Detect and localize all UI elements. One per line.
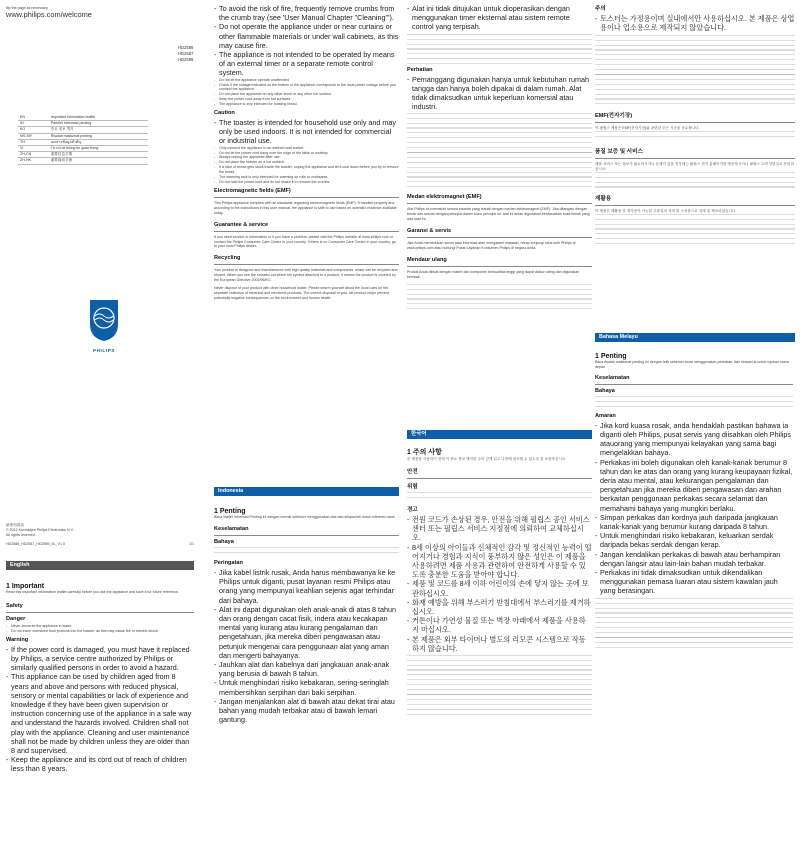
- section-heading: 1 Penting: [595, 353, 627, 360]
- column-english-continued: [214, 0, 399, 725]
- list-item: - Alat ini dapat digunakan oleh anak-anak di atas 8 tahun dan orang dengan cacat fisik, indera atau kecakapan mental yang kurang atau kurang pengalaman dan pengetahuan, jika mereka diberi pengawasan atau petunjuk mengenai cara penggunaan alat yang aman dan mengerti bahayanya.: [214, 605, 399, 660]
- language-code: IN: [18, 121, 49, 127]
- paragraph: Your product is designed and manufactured with high quality materials and components, which can be recycled and reused. When you see the crossed-out wheel bin symbol attached to a product, it means the product is covered by the European Directive 2002/96/EC.: [214, 268, 398, 283]
- footer-code: HD2586_HD2587_HD2589_IIL_V1.0: [6, 541, 65, 546]
- intro-text: Baca leaflet Informasi Penting ini dengan cermat sebelum menggunakan alat dan simpanlah untuk referensi nanti.: [214, 515, 396, 519]
- language-row: [18, 158, 148, 164]
- list-item: - This appliance can be used by children aged from 8 years and above and persons with reduced physical, sensory or mental capabilities or lack of experience and knowledge if they have been given supervision or instruction concerning use of the appliance in a safe way and understand the hazards involved. Children shall not play with the appliance. Cleaning and user maintenance shall not be made by children unless they are older than 8 and supervised.: [6, 672, 194, 755]
- model-number: HD2587: [178, 51, 194, 56]
- column-english-cover: [6, 0, 194, 774]
- intro-text: Read this important information leaflet carefully before you use the appliance and save it for future reference.: [6, 590, 179, 594]
- text-block-lines: [407, 113, 592, 188]
- paragraph: 제품 서비스 또는 정보가 필요하시거나 문제가 있을 경우에는 필립스 전자 홈페이지를 방문하시거나 필립스 고객 상담실로 문의하십시오.: [595, 162, 794, 172]
- language-band-indonesia: Indonesia: [214, 487, 399, 496]
- language-band-korean: 한국어: [407, 430, 592, 439]
- section-heading: 1 주의 사항: [407, 449, 442, 456]
- paragraph: If you need service or information or if you have a problem, please visit the Philips website at www.philips.com or contact the Philips Consumer Care Centre in your country. If there is no Consumer Care Centre in your country, go to your local Philips dealer.: [214, 234, 396, 249]
- divider: [595, 205, 795, 206]
- language-title: 重要資訊手冊: [49, 158, 148, 164]
- text-block-lines: [595, 598, 793, 648]
- divider: [214, 231, 399, 232]
- list-item: - Untuk menghindari risiko kebakaran, keluarkan serdak daripada bekas serdak dengan kerap.: [595, 531, 793, 549]
- text-block-lines: [595, 131, 795, 141]
- divider: [595, 384, 793, 385]
- subheading: Bahaya: [595, 387, 615, 394]
- list-item: - 전원 코드가 손상된 경우, 안전을 위해 필립스 공인 서비스 센터 또는 필립스 서비스 지정점에 의뢰하여 교체하십시오.: [407, 515, 592, 543]
- model-number: HD2586: [178, 45, 194, 50]
- list-item: - Keep the power cord away from hot surfaces.: [214, 97, 399, 102]
- language-code: EN: [18, 115, 49, 121]
- text-block-lines: [595, 172, 795, 188]
- list-item: - 토스터는 가정용이며 실내에서만 사용하십시오. 본 제품은 상업용이나 업소용으로 제작되지 않았습니다.: [595, 14, 795, 32]
- section-heading: Mendaur ulang: [407, 256, 447, 263]
- divider: [6, 612, 194, 613]
- language-code: MS-MY: [18, 133, 49, 139]
- korean-section: [407, 447, 592, 715]
- list-item: - 화재 예방을 위해 부스러기 받침대에서 부스러기를 제거하십시오.: [407, 598, 592, 616]
- list-item: - 본 제품은 외부 타이머나 별도의 리모콘 시스템으로 작동하지 않습니다.: [407, 635, 592, 653]
- list-item: - Only connect the appliance to an earthed wall socket.: [214, 146, 399, 151]
- language-title: Important information leaflet: [49, 115, 148, 121]
- footer-rights: All rights reserved.: [6, 532, 36, 537]
- text-block-lines: [407, 492, 592, 502]
- list-item: - Jangan kendalikan perkakas di bawah atau berhampiran dengan langsir atau lain-lain bahan mudah terbakar.: [595, 550, 793, 568]
- list-item: - Alat ini tidak ditujukan untuk dioperasikan dengan menggunakan timer eksternal atau sistem remote control yang terpisah.: [407, 4, 592, 32]
- subheading: 위험: [407, 483, 418, 490]
- list-item: - Do not let the appliance operate unattended.: [214, 78, 399, 83]
- model-number: HD2589: [178, 57, 194, 62]
- section-heading: EMF(전자기장): [595, 113, 633, 120]
- divider: [407, 203, 592, 204]
- subheading: 주의: [595, 6, 606, 12]
- paragraph: Alat Philips ini mematuhi semua standar yang terkait dengan medan elektromagnet (EMF). Jika ditangani dengan benar dan sesuai dengan petunjuk dalam buku petunjuk ini, alat ini aman digunakan berdasarkan bukti ilmiah yang ada saat ini.: [407, 207, 590, 222]
- list-item: - Perkakas ini tidak dimaksudkan untuk dikendalikan menggunakan pemasa luaran atau sistem kawalan jauh yang berasingan.: [595, 568, 793, 596]
- language-table: [18, 115, 148, 165]
- language-title: 重要信息手册: [49, 152, 148, 158]
- language-code: VI: [18, 146, 49, 152]
- column-korean-malay: [595, 0, 795, 596]
- subheading: Warning: [6, 636, 29, 643]
- language-band-malay: Bahasa Melayu: [595, 333, 795, 342]
- list-item: - To avoid the risk of fire, frequently remove crumbs from the crumb tray (see 'User Manual Chapter "Cleaning"').: [214, 4, 399, 22]
- language-code: TH: [18, 139, 49, 145]
- list-item: - Check if the voltage indicated on the bottom of the appliance corresponds to the local power voltage before you connect the appliance.: [214, 83, 399, 93]
- paragraph: 이 제품은 재활용 및 재사용이 가능한 고품질의 자재 및 구성품으로 설계 및 제조되었습니다.: [595, 209, 737, 214]
- section-heading: Guarantee & service: [214, 221, 269, 228]
- language-title: เอกสารข้อมูลสำคัญ: [49, 139, 148, 145]
- paragraph: Never dispose of your product with other household waste. Please inform yourself about the local rules on the separate collection of electrical and electronic products. The correct disposal of your old product helps prevent potentially negative consequences on the environment and human health.: [214, 286, 389, 300]
- paragraph: Produk Anda dibuat dengan materi dan komponen berkualitas tinggi yang dapat didaur ulang dan digunakan kembali.: [407, 269, 580, 279]
- list-item: - If a slice of bread gets stuck inside the toaster, unplug the appliance and let it cool down before you try to remove the bread.: [214, 165, 399, 175]
- list-item: - Jika kabel listrik rusak, Anda harus membawanya ke ke Philips untuk diganti, pusat layanan resmi Philips atau orang yang mempunyai keahlian sejenis agar terhindar dari bahaya.: [214, 568, 399, 605]
- brand-name: PHILIPS: [92, 348, 116, 353]
- footer-copyright: © 2012 Koninklijke Philips Electronics N.V.: [6, 527, 74, 532]
- divider: [214, 197, 399, 198]
- text-block-lines: [595, 35, 795, 105]
- text-block-lines: [407, 655, 592, 715]
- footer-line: 新系列資訊: [6, 523, 24, 527]
- divider: [595, 158, 795, 159]
- list-item: - Do not insert oversized food portions into the toaster, as this may cause fire or electric shock.: [6, 629, 194, 634]
- list-item: - If the power cord is damaged, you must have it replaced by Philips, a service centre authorized by Philips or similarly qualified persons in order to avoid a hazard.: [6, 645, 194, 673]
- subheading: Caution: [214, 110, 235, 117]
- divider: [214, 264, 399, 265]
- section-heading: 품질 보증 및 서비스: [595, 149, 643, 156]
- subheading: Perhatian: [407, 66, 433, 73]
- philips-logo: [88, 298, 120, 353]
- footer-pages: 1/1: [189, 541, 194, 546]
- footer-code-row: [6, 542, 194, 547]
- subheading: Danger: [6, 615, 26, 622]
- list-item: - The appliance is not intended to be operated by means of an external timer or a separate remote control system.: [214, 50, 399, 78]
- divider: [214, 535, 399, 536]
- language-band-english: English: [6, 561, 194, 570]
- intro-text: Baca risalah maklumat penting ini dengan teliti sebelum anda menggunakan perkakas, dan simpan ia untuk rujukan masa depan.: [595, 360, 789, 369]
- list-item: - Simpan perkakas dan kordnya jauh daripada jangkauan kanak-kanak yang berumur kurang daripada 8 tahun.: [595, 513, 793, 531]
- text-block-lines: [407, 34, 592, 64]
- language-title: Risalah maklumat penting: [49, 133, 148, 139]
- header-url[interactable]: www.philips.com/welcome: [6, 10, 92, 19]
- paragraph: This Philips appliance complies with all standards regarding electromagnetic fields (EMF). If handled properly and according to the instructions in this user manual, the appliance is safe to use based on scientific evidence available today.: [214, 200, 397, 215]
- language-title: 중요 정보 책자: [49, 127, 148, 133]
- indonesia-section: [214, 508, 399, 724]
- section-heading: 안전: [407, 468, 418, 475]
- section-heading: 1 Penting: [214, 508, 246, 515]
- section-heading: Keselamatan: [214, 525, 249, 532]
- list-item: - The toaster is intended for household use only and may only be used indoors. It is not intended for commercial or industrial use.: [214, 118, 399, 146]
- section-heading: 재활용: [595, 196, 612, 203]
- list-item: - The warming rack is only intended for warming up rolls or croissants.: [214, 175, 399, 180]
- column-indonesia-korean: [407, 0, 592, 653]
- subheading: Bahaya: [214, 538, 234, 545]
- list-item: - The appliance is only intended for toasting bread.: [214, 102, 399, 107]
- list-item: - 8세 이상의 아이들과 신체적인 감각 및 정신적인 능력이 떨어지거나 경험과 지식이 풍부하지 않은 성인은 이 제품을 사용하려면 제품 사용과 관련하여 안전하게 사용할 수 있도록 충분한 도움을 받아야 합니다.: [407, 543, 592, 580]
- list-item: - Keep the appliance and its cord out of reach of children less than 8 years.: [6, 755, 194, 773]
- language-title: Pamflet informasi penting: [49, 121, 148, 127]
- list-item: - Do not place the toaster on a hot surface.: [214, 160, 399, 165]
- list-item: - Pemanggang digunakan hanya untuk kebutuhan rumah tangga dan hanya boleh dipakai di dalam rumah. Alat tidak dimaksudkan untuk keperluan komersial atau industri.: [407, 75, 592, 112]
- divider: [595, 122, 795, 123]
- list-item: - Do not hold the power cord and do not shake it to remove the crumbs.: [214, 180, 399, 185]
- footer-info: [6, 523, 194, 547]
- subheading: 경고: [407, 506, 418, 513]
- list-item: - Do not place the appliance on any other stove or any other hot surface.: [214, 92, 399, 97]
- model-list: [178, 45, 193, 63]
- section-heading: Electromagnetic fields (EMF): [214, 187, 291, 194]
- paragraph: 이 필립스 제품은 EMF(전자기장)와 관련된 모든 기준을 준수합니다.: [595, 126, 700, 131]
- language-code: ZH-HK: [18, 158, 49, 164]
- list-item: - Jika kord kuasa rosak, anda hendaklah pastikan bahawa ia diganti oleh Philips, pusat servis yang diisahkan oleh Philips atauorang yang mempunyai kelayakan yang sama bagi mengelakkan bahaya.: [595, 421, 793, 458]
- list-item: - Always unplug the appliance after use.: [214, 155, 399, 160]
- subheading: Peringatan: [214, 559, 243, 566]
- text-block-lines: [595, 214, 795, 244]
- text-block-lines: [214, 547, 399, 557]
- list-item: - Perkakas ini boleh digunakan oleh kanak-kanak berumur 8 tahun dan ke atas dan orang yang kurang keupayaan fizikal, deria atau mental, atau kekurangan pengalaman dan pengetahuan jika mereka diberi pengawasan dan arahan berkaitan penggunaan perkakas secara selamat dan memahami bahaya yang mungkin berlaku.: [595, 458, 793, 513]
- subheading: Amaran: [595, 412, 616, 419]
- text-block-lines: [407, 284, 592, 312]
- list-item: - Do not operate the appliance under or near curtains or other flammable materials or under wall cabinets, as this may cause fire.: [214, 22, 399, 50]
- section-heading: Recycling: [214, 255, 241, 262]
- header-top-line: flip the page as necessary: [6, 6, 48, 10]
- section-heading: Garansi & servis: [407, 228, 452, 235]
- section-heading: Medan elektromagnet (EMF): [407, 194, 482, 201]
- philips-shield-icon: [88, 298, 120, 342]
- list-item: - 커튼이나 가연성 물질 또는 벽장 아래에서 제품을 사용하지 마십시오.: [407, 616, 592, 634]
- list-item: - Untuk menghindari risiko kebakaran, sering-seringlah membersihkan serpihan dari baki serpihan.: [214, 678, 399, 696]
- list-item: - Jauhkan alat dan kabelnya dari jangkauan anak-anak yang berusia di bawah 8 tahun.: [214, 660, 399, 678]
- divider: [407, 237, 592, 238]
- divider: [407, 478, 592, 479]
- language-title: Tờ rơi về thông tin quan trọng: [49, 146, 148, 152]
- list-item: - 제품 및 코드를 8세 이하 어린이의 손에 닿지 않는 곳에 보관하십시오.: [407, 579, 592, 597]
- list-item: - Never immerse the appliance in water.: [6, 624, 194, 629]
- section-heading: 1 Important: [6, 583, 45, 590]
- divider: [407, 266, 592, 267]
- text-block-lines: [595, 396, 793, 410]
- section-heading: Keselamatan: [595, 374, 630, 381]
- english-intro-section: [6, 583, 194, 774]
- language-code: ZH-CN: [18, 152, 49, 158]
- language-code: KO: [18, 127, 49, 133]
- paragraph: Jika Anda memerlukan servis atau informasi atau mengalami masalah, harap kunjungi situs web Philips di www.philips.com atau hubungi Pusat Layanan Konsumen Philips di negara Anda.: [407, 241, 576, 251]
- intro-text: 본 제품을 사용하기 전에 이 중요 정보 책자를 주의 깊게 읽고 나중에 참조할 수 있도록 잘 보관하십시오.: [407, 457, 567, 461]
- malay-section: [595, 353, 793, 648]
- list-item: - Do not let the power cord hang over the edge of the table or worktop.: [214, 151, 399, 156]
- section-heading: Safety: [6, 602, 23, 609]
- list-item: - Jangan menjalankan alat di bawah atau dekat tirai atau bahan yang mudah terbakar atau di bawah lemari gantung.: [214, 697, 399, 725]
